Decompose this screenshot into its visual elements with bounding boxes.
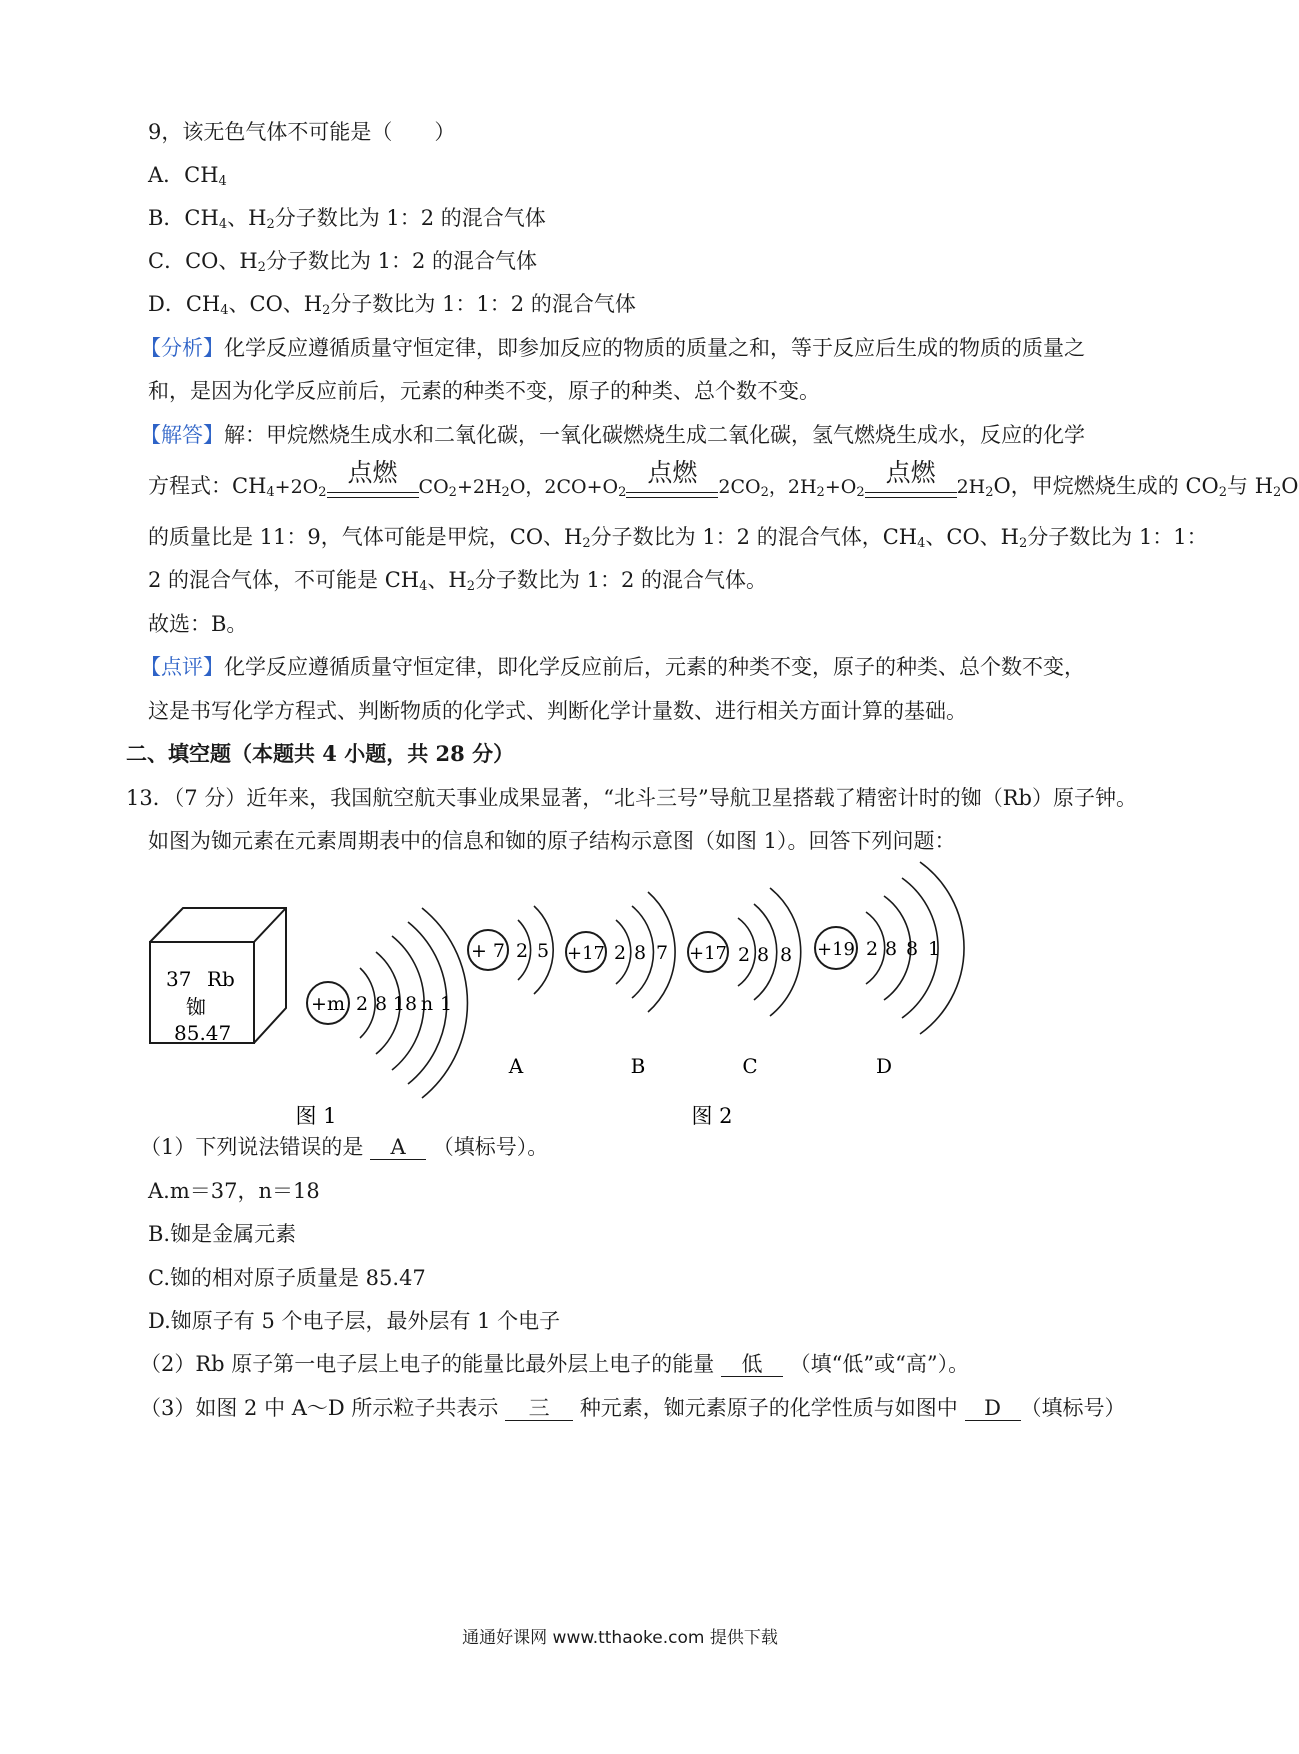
particle-b-letter: B bbox=[630, 1054, 646, 1078]
q9-option-d: D．$CH_4$、CO、$H_2$分子数比为 1：1：2 的混合气体 bbox=[148, 292, 636, 318]
rb-shell-3: 18 bbox=[392, 993, 418, 1015]
comment-line-1: 【点评】化学反应遵循质量守恒定律，即化学反应前后，元素的种类不变，原子的种类、总个数不变， bbox=[140, 655, 1085, 679]
q13-part-3: （3）如图 2 中 A～D 所示粒子共表示 三 种元素，铷元素原子的化学性质与如图中 D （填标号） bbox=[140, 1396, 1126, 1420]
answer-line-4: 2 的混合气体，不可能是 $CH_4$、$H_2$分子数比为 1：2 的混合气体。 bbox=[148, 568, 768, 594]
particle-a-diagram bbox=[468, 906, 553, 994]
particle-b-diagram bbox=[566, 892, 675, 1012]
analysis-line-2: 和，是因为化学反应前后，元素的种类不变，原子的种类、总个数不变。 bbox=[148, 379, 820, 403]
q9-option-b: B．$CH_4$、$H_2$分子数比为 1：2 的混合气体 bbox=[148, 206, 546, 232]
particle-b-nucleus: +17 bbox=[567, 943, 605, 964]
answer-equations: 方程式：$CH_4+2O_2$ 点燃 $CO_2+2H_2O$，$2CO+O_2$ 点燃 $2CO_2$，$2H_2+O_2$ 点燃 $2H_2O$，甲烷燃烧生成的 $CO_2$与 $H_2O$ bbox=[148, 472, 1299, 507]
q13-option-d: D.铷原子有 5 个电子层，最外层有 1 个电子 bbox=[148, 1309, 561, 1333]
rb-shell-5: 1 bbox=[439, 993, 453, 1015]
particle-c-shell-3: 8 bbox=[779, 944, 793, 966]
particle-d-shell-2: 8 bbox=[884, 938, 898, 960]
q13-stem-1: 13．（7 分）近年来，我国航空航天事业成果显著，“北斗三号”导航卫星搭载了精密计时的铷（Rb）原子钟。 bbox=[126, 786, 1137, 810]
q13-part-3-answer-1: 三 bbox=[505, 1396, 573, 1421]
particle-d-shell-1: 2 bbox=[865, 938, 879, 960]
particle-b-shell-2: 8 bbox=[633, 942, 647, 964]
rb-shell-1: 2 bbox=[355, 993, 369, 1015]
comment-tag: 【点评】 bbox=[140, 655, 224, 679]
particle-c-letter: C bbox=[742, 1054, 758, 1078]
figure-2-caption: 图 2 bbox=[691, 1104, 733, 1128]
rb-nucleus-label: +m bbox=[311, 993, 345, 1015]
comment-line-2: 这是书写化学方程式、判断物质的化学式、判断化学计量数、进行相关方面计算的基础。 bbox=[148, 699, 967, 723]
element-number: 37 bbox=[166, 967, 192, 991]
q13-part-1: （1）下列说法错误的是 A （填标号）。 bbox=[140, 1135, 549, 1159]
q13-option-c: C.铷的相对原子质量是 85.47 bbox=[148, 1266, 426, 1290]
particle-d-nucleus: +19 bbox=[817, 939, 855, 960]
page-footer: 通通好课网 www.tthaoke.com 提供下载 bbox=[462, 1628, 778, 1648]
particle-b-shell-1: 2 bbox=[613, 942, 627, 964]
element-name: 铷 bbox=[186, 995, 206, 1019]
reaction-condition-1: 点燃 bbox=[327, 479, 419, 507]
element-symbol: Rb bbox=[207, 967, 235, 991]
particle-c-diagram bbox=[688, 888, 801, 1016]
answer-line-1: 【解答】解：甲烷燃烧生成水和二氧化碳，一氧化碳燃烧生成二氧化碳，氢气燃烧生成水，反应的化学 bbox=[140, 423, 1085, 447]
answer-tag: 【解答】 bbox=[140, 423, 224, 447]
reaction-condition-2: 点燃 bbox=[626, 479, 718, 507]
q13-option-b: B.铷是金属元素 bbox=[148, 1222, 297, 1246]
particle-c-shell-2: 8 bbox=[756, 944, 770, 966]
particle-c-shell-1: 2 bbox=[737, 944, 751, 966]
figure-1-caption: 图 1 bbox=[295, 1104, 337, 1128]
rb-shell-4: n bbox=[420, 993, 434, 1015]
particle-a-shell-1: 2 bbox=[515, 940, 529, 962]
section-heading: 二、填空题（本题共 4 小题，共 28 分） bbox=[126, 741, 515, 766]
particle-b-shell-3: 7 bbox=[655, 942, 669, 964]
particle-c-nucleus: +17 bbox=[689, 943, 727, 964]
answer-choice: 故选：B。 bbox=[148, 612, 248, 636]
q13-part-1-answer: A bbox=[370, 1135, 426, 1160]
q13-part-3-answer-2: D bbox=[965, 1396, 1021, 1421]
q13-option-a: A.m＝37，n＝18 bbox=[148, 1179, 320, 1203]
particle-a-letter: A bbox=[508, 1054, 524, 1078]
particle-d-shell-3: 8 bbox=[905, 938, 919, 960]
q13-part-2-answer: 低 bbox=[721, 1352, 783, 1377]
particle-d-shell-4: 1 bbox=[927, 938, 941, 960]
element-mass: 85.47 bbox=[174, 1021, 232, 1045]
q13-part-2: （2）Rb 原子第一电子层上电子的能量比最外层上电子的能量 低 （填“低”或“高”）。 bbox=[140, 1352, 970, 1376]
q9-stem: 9，该无色气体不可能是（ ） bbox=[148, 120, 456, 144]
particle-d-diagram bbox=[815, 862, 964, 1034]
particle-a-shell-2: 5 bbox=[536, 940, 550, 962]
rb-shell-2: 8 bbox=[374, 993, 388, 1015]
q9-option-a: A．$CH_4$ bbox=[148, 163, 227, 189]
rb-atom-diagram bbox=[307, 908, 467, 1098]
reaction-condition-3: 点燃 bbox=[865, 479, 957, 507]
analysis-tag: 【分析】 bbox=[140, 336, 224, 360]
particle-d-letter: D bbox=[875, 1054, 893, 1078]
q9-option-c: C．CO、$H_2$分子数比为 1：2 的混合气体 bbox=[148, 249, 538, 275]
analysis-line-1: 【分析】化学反应遵循质量守恒定律，即参加反应的物质的质量之和，等于反应后生成的物质的质量之 bbox=[140, 336, 1085, 360]
particle-a-nucleus: + 7 bbox=[470, 940, 506, 962]
q13-stem-2: 如图为铷元素在元素周期表中的信息和铷的原子结构示意图（如图 1）。回答下列问题： bbox=[148, 829, 956, 853]
answer-line-3: 的质量比是 11：9，气体可能是甲烷，CO、$H_2$分子数比为 1：2 的混合气体，$CH_4$、CO、$H_2$分子数比为 1：1： bbox=[148, 525, 1208, 551]
